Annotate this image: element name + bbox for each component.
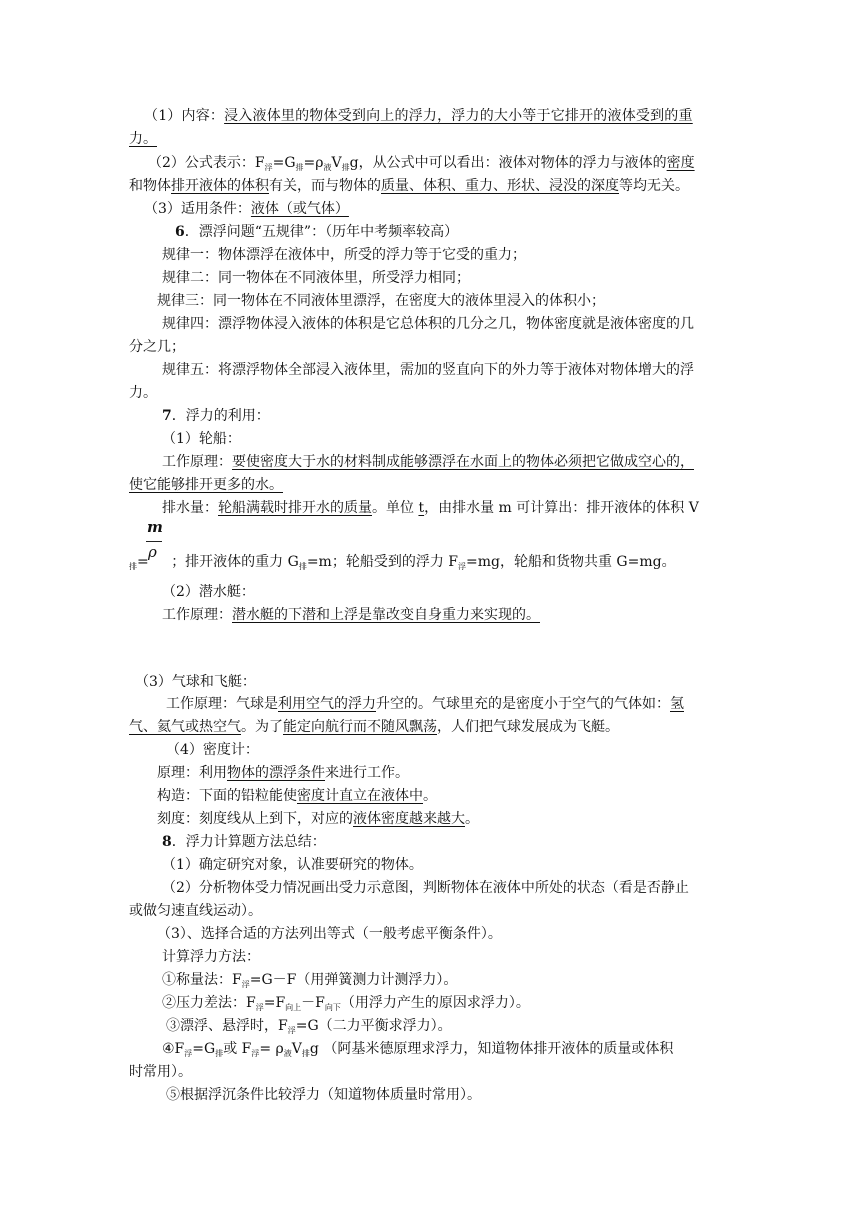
ship-displacement-underlined: 轮船满载时排开水的质量 [218,500,372,516]
rule-4-cont: 分之几； [129,339,185,355]
section-7-heading: 7．浮力的利用： [162,408,270,424]
ship-principle-underlined-2: 使它能够排开更多的水。 [129,477,283,493]
condition-underlined: 液体（或气体） [250,201,349,217]
ship-heading: （1）轮船： [162,431,241,447]
formula-underlined-factors: 质量、体积、重力、形状、浸没的深度 [381,178,619,194]
fraction-denominator: ρ [148,543,157,561]
hydrometer-principle: 原理：利用物体的漂浮条件来进行工作。 [157,765,409,781]
balloon-principle-1: 工作原理：气球是利用空气的浮力升空的。气球里充的是密度小于空气的气体如：氢 [166,696,684,712]
content-underlined: 浸入液体里的物体受到向上的浮力，浮力的大小等于它排开的液体受到的重 [224,108,693,124]
method-3: ③漂浮、悬浮时，$F_浮=G$（二力平衡求浮力）。 [166,1018,452,1035]
method-1: ①称量法：$F_浮=G-F$（用弹簧测力计测浮力）。 [162,972,458,989]
hydrometer-scale: 刻度：刻度线从上到下，对应的液体密度越来越大。 [157,811,479,827]
content-underlined-2: 力。 [129,131,157,147]
rule-3: 规律三：同一物体在不同液体里漂浮，在密度大的液体里浸入的体积小； [157,293,605,309]
rule-5: 规律五：将漂浮物体全部浸入液体里，需加的竖直向下的外力等于液体对物体增大的浮 [162,362,694,378]
ship-principle-underlined: 要使密度大于水的材料制成能够漂浮在水面上的物体必须把它做成空心的， [232,454,694,470]
formula-underlined-density: 密度 [666,155,695,171]
submarine-principle: 工作原理：潜水艇的下潜和上浮是靠改变自身重力来实现的。 [162,607,540,623]
formula-underlined-volume: 排开液体的体积 [171,178,269,194]
method-4: $④F_浮=G_排$或 $F_浮= \rho_液V_排g$ （阿基米德原理求浮力，知道物体排开液体的质量或体积 [162,1041,674,1058]
rule-4: 规律四：漂浮物体浸入液体的体积是它总体积的几分之几，物体密度就是液体密度的几 [162,316,694,332]
step-1: （1）确定研究对象，认准要研究的物体。 [162,857,423,873]
content-line-2 [129,129,157,149]
step-3: （3）、选择合适的方法列出等式（一般考虑平衡条件）。 [157,926,502,942]
section-6-heading: 6．漂浮问题“五规律”：（历年中考频率较高） [175,224,459,240]
step-2: （2）分析物体受力情况画出受力示意图，判断物体在液体中所处的状态（看是否静止 [162,880,689,896]
method-2: ②压力差法：$F_浮=F_{向上}-F_{向下}$（用浮力产生的原因求浮力）。 [162,995,530,1012]
rule-1: 规律一：物体漂浮在液体中，所受的浮力等于它受的重力； [162,247,526,263]
fraction-numerator: m [147,518,163,536]
condition-line: （3）适用条件：液体（或气体） [144,201,349,217]
balloon-principle-2: 气、氦气或热空气。为了能定向航行而不随风飘荡，人们把气球发展成为飞艇。 [129,719,619,735]
rule-5-cont: 力。 [129,385,157,401]
method-5: ⑤根据浮沉条件比较浮力（知道物体质量时常用）。 [166,1087,481,1103]
formula-line-1: （2）公式表示：$F_浮=G_排=\rho_液V_排g$，从公式中可以看出：液体对物体的浮力与液体的密度 [148,155,695,172]
fraction-bar [146,541,162,542]
hydrometer-structure: 构造：下面的铅粒能使密度计直立在液体中。 [157,788,437,804]
methods-heading: 计算浮力方法： [162,949,260,965]
method-4-cont: 时常用）。 [129,1064,192,1080]
step-2-cont: 或做匀速直线运动）。 [129,903,262,919]
formula-line-2: 和物体排开液体的体积有关，而与物体的质量、体积、重力、形状、浸没的深度等均无关。 [129,178,689,194]
content-label: （1）内容： [144,108,225,124]
ship-principle-1: 工作原理：要使密度大于水的材料制成能够漂浮在水面上的物体必须把它做成空心的， [162,454,694,470]
ship-principle-2 [129,475,283,495]
submarine-underlined: 潜水艇的下潜和上浮是靠改变自身重力来实现的。 [232,607,540,623]
ship-displacement: 排水量：轮船满载时排开水的质量。单位 t，由排水量 m 可计算出：排开液体的体积 V [162,500,699,516]
balloon-heading: （3）气球和飞艇： [135,674,256,690]
content-line-1 [144,106,693,126]
hydrometer-heading: （4）密度计： [166,742,259,758]
submarine-heading: （2）潜水艇： [162,584,255,600]
rule-2: 规律二：同一物体在不同液体里，所受浮力相同； [162,270,470,286]
ship-formula-line: $_排$= ；排开液体的重力 $G_排=m$；轮船受到的浮力 $F_浮=mg$，轮船和货物共重 G=mg。 [129,554,676,571]
section-8-heading: 8．浮力计算题方法总结： [162,834,326,850]
